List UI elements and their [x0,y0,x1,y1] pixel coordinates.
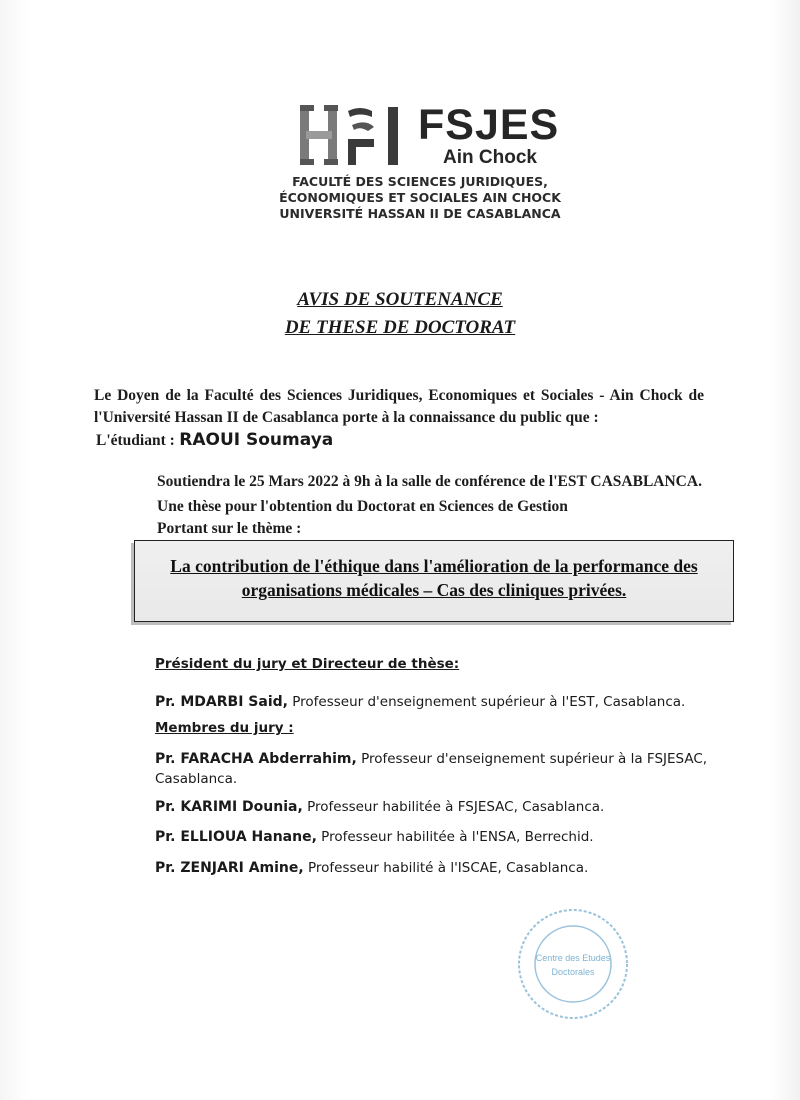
member-role: Professeur d'enseignement supérieur à la FSJESAC, Casablanca. [155,751,708,787]
student-row [96,430,333,450]
logo-name: FSJES [418,101,560,149]
theme-text: La contribution de l'éthique dans l'amélioration de la performance des organisations médicales – Cas des cliniques privées. [170,556,698,600]
institution-line: FACULTÉ DES SCIENCES JURIDIQUES, [292,174,548,189]
member-name: Pr. ZENJARI Amine, [155,860,304,876]
member-role: Professeur habilitée à l'ENSA, Berrechid. [316,829,594,845]
member-name: Pr. ELLIOUA Hanane, [155,829,317,845]
stamp-text: Doctorales [551,967,595,977]
logo-subtitle: Ain Chock [443,147,537,168]
page-title: AVIS DE SOUTENANCE [297,289,503,310]
theme-box [134,540,734,622]
institution-line: UNIVERSITÉ HASSAN II DE CASABLANCA [279,206,561,221]
student-label: L'étudiant : [96,432,175,449]
member-role: Professeur habilité à l'ISCAE, Casablanca. [303,860,589,876]
stamp-text: Centre des Etudes [535,953,611,963]
member-name: Pr. FARACHA Abderrahim, [155,751,357,767]
intro-paragraph: Le Doyen de la Faculté des Sciences Juridiques, Economiques et Sociales - Ain Chock de l'Université Hassan II de Casablanca porte à la connaissance du public que : [94,387,704,426]
members-header: Membres du jury : [155,720,294,736]
fsjes-logo-icon [298,103,410,167]
member-role: Professeur habilitée à FSJESAC, Casablanca. [302,799,605,815]
defense-date-line: Soutiendra le 25 Mars 2022 à 9h à la salle de conférence de l'EST CASABLANCA. [157,473,702,490]
page-subtitle: DE THESE DE DOCTORAT [284,317,516,338]
jury-member [155,797,715,817]
degree-line: Une thèse pour l'obtention du Doctorat en Sciences de Gestion [157,498,568,515]
theme-intro-line: Portant sur le thème : [157,520,302,537]
jury-member [155,749,715,789]
member-name: Pr. MDARBI Said, [155,694,288,710]
jury-member [155,858,715,878]
official-stamp [514,905,632,1023]
jury-member [155,827,715,847]
member-name: Pr. KARIMI Dounia, [155,799,303,815]
member-role: Professeur d'enseignement supérieur à l'EST, Casablanca. [287,694,686,710]
student-name: RAOUI Soumaya [179,430,334,450]
institution-line: ÉCONOMIQUES ET SOCIALES AIN CHOCK [279,190,561,205]
jury-president [155,692,715,712]
president-header: Président du jury et Directeur de thèse: [155,656,460,672]
